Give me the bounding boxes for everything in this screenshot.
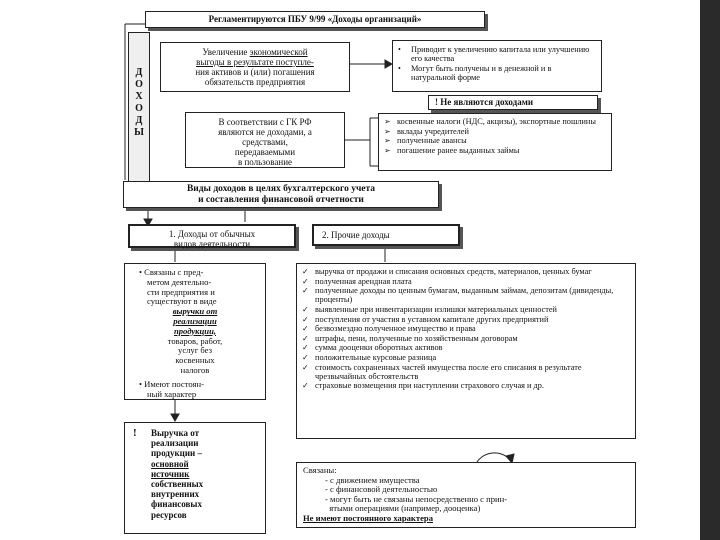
effect-item-text: Могут быть получены и в денежной и в натуральной форме [411,63,552,82]
revenue-line5: источник [151,468,190,479]
gk-box [185,112,345,168]
not-income-item-text: погашение ранее выданных займы [397,145,520,155]
ordinary-line4: существуют в виде [147,296,217,307]
ordinary-line2: метом деятельно- [147,276,212,287]
not-income-item-text: косвенные налоги (НДС, акцизы), экспортные пошлины [397,117,596,126]
ordinary-line10: косвенных [175,355,215,366]
gk-line1: В соответствии с ГК РФ [218,117,312,127]
effect-item-marker: • [398,63,401,73]
gk-line4: передаваемыми [234,147,296,157]
other-income-item-text: поступления от участия в уставном капитале других предприятий [315,314,549,324]
type1-box [128,224,296,248]
revenue-line7: внутренних [151,489,200,500]
other-income-item-marker: ✓ [302,267,309,276]
other-income-item-marker: ✓ [302,324,309,334]
not-income-item-text: вклады учредителей [397,126,469,136]
exclamation-mark: ! [133,427,137,439]
other-income-item-marker: ✓ [302,304,309,314]
other-income-item-marker: ✓ [302,333,309,343]
regulation-title: Регламентируются ПБУ 9/99 «Доходы организаций» [208,14,422,24]
effects-box [392,40,602,92]
other-income-item-marker: ✓ [302,352,309,362]
ordinary-line13: ный характер [147,388,197,399]
revenue-line1: Выручка от [151,428,200,438]
linked-title: Связаны: [303,465,337,475]
not-income-item [383,146,607,155]
other-income-item-text: стоимость сохраненных частей имущества после его списания в результате чрезвычайных обстоятельств [315,362,582,381]
ordinary-line5: выручки от [172,306,218,317]
not-income-item [383,127,607,136]
other-income-item-text: положительные курсовые разница [315,352,437,362]
not-income-items-box [378,113,612,171]
not-income-item-text: полученные авансы [397,136,467,146]
other-income-item [301,363,629,381]
linked-item-2: - с финансовой деятельностью [325,484,438,495]
other-income-item [301,381,629,390]
other-income-item [301,343,629,352]
ordinary-line12: • Имеют постоян- [139,378,204,389]
revenue-box [124,422,266,534]
other-income-box [296,263,636,439]
other-income-item [301,334,629,343]
other-income-item [301,305,629,314]
type2-box [312,224,460,246]
not-income-label: ! Не являются доходами [435,97,534,107]
not-income-item [383,117,607,126]
ordinary-income-box [124,263,266,400]
ordinary-line3: сти предприятия и [147,286,215,297]
gk-line2: являются не доходами, а [218,127,312,137]
revenue-line9: ресурсов [151,509,187,520]
type1-line1: 1. Доходы от обычных [168,229,256,239]
linked-item-3: - могут быть не связаны непосредственно с прин- [325,493,508,504]
ordinary-line11: налогов [180,364,210,375]
other-income-item [301,277,629,286]
other-income-item-text: выявленные при инвентаризации излишки материальных ценностей [315,304,557,314]
other-income-item [301,267,629,276]
not-income-label-box [428,95,598,110]
definition-box [160,42,350,92]
other-income-item-marker: ✓ [302,286,309,296]
definition-line1a: Увеличение [202,47,250,57]
revenue-line3: продукции – [151,448,202,459]
ordinary-line6: реализации [173,315,217,326]
gk-line5: в пользование [237,157,293,167]
other-income-item-text: выручка от продажи и списания основных средств, материалов, ценных бумаг [315,267,592,276]
revenue-line4: основной [151,458,189,469]
other-income-item-marker: ✓ [302,314,309,324]
ordinary-line7: продукции, [173,325,217,336]
revenue-line2: реализации [151,438,199,449]
effect-item [397,45,597,63]
not-income-item-marker: ➢ [384,145,391,155]
other-income-list [301,267,629,391]
ordinary-line8: товаров, работ, [167,335,223,346]
effect-item-text: Приводит к увеличению капитала или улучшению его качества [411,45,590,64]
income-side-label-box [128,32,150,182]
income-types-line2: и составления финансовой отчетности [198,195,364,205]
income-side-label: ДОХОДЫ [134,67,144,138]
effect-item-marker: • [398,45,401,54]
not-income-items-list [383,117,607,155]
definition-line4: обязательств предприятия [204,77,306,87]
regulation-title-box [145,11,485,28]
type1-line2: видов деятельности [173,239,251,249]
definition-line2: выгоды в результате поступле- [196,57,314,67]
linked-item-1: - с движением имущества [325,474,420,485]
type2-label: 2. Прочие доходы [322,230,390,240]
income-types-line1: Виды доходов в целях бухгалтерского учета [186,184,376,194]
other-income-item [301,353,629,362]
ordinary-line9: услуг без [178,345,212,356]
other-income-item-marker: ✓ [302,343,309,353]
other-income-item-text: полученные доходы по ценным бумагам, выданным займам, депозитам (дивиденды, проценты) [315,286,614,305]
revenue-line6: собственных [151,479,204,490]
linked-footer: Не имеют постоянного характера [303,512,433,523]
other-income-item-text: безвозмездно полученное имущество и права [315,324,476,334]
effects-list [397,45,597,82]
gk-line3: средствами, [242,137,288,147]
income-types-box [123,181,439,208]
other-income-item-marker: ✓ [302,276,309,286]
effect-item [397,64,597,82]
other-income-item-marker: ✓ [302,362,309,372]
ordinary-line1: • Связаны с пред- [139,267,204,277]
other-income-item [301,324,629,333]
other-income-item [301,286,629,304]
linked-box [296,462,636,528]
linked-item-4: ятыми операциями (например, дооценка) [325,503,481,514]
definition-line1b: экономической [249,47,308,57]
other-income-item-text: полученная арендная плата [315,276,412,286]
definition-line3: ния активов и (или) погашения [195,67,315,77]
not-income-item-marker: ➢ [384,126,391,136]
other-income-item [301,315,629,324]
not-income-item-marker: ➢ [384,136,391,146]
other-income-item-text: страховые возмещения при наступлении страхового случая и др. [315,381,544,391]
other-income-item-text: сумма дооценки оборотных активов [315,343,443,353]
not-income-item [383,136,607,145]
revenue-line8: финансовых [151,499,202,510]
not-income-item-marker: ➢ [384,117,391,126]
other-income-item-marker: ✓ [302,381,309,391]
other-income-item-text: штрафы, пени, полученные по хозяйственным договорам [315,333,518,343]
